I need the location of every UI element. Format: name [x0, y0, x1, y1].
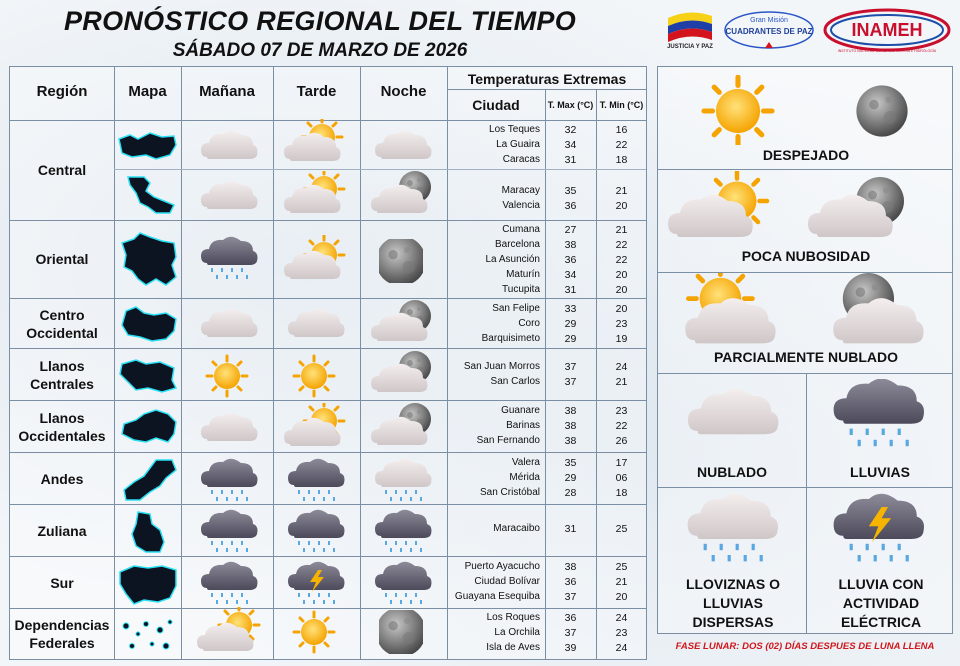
sur-tarde-lluvia-electrica-icon: [284, 560, 348, 608]
forecast-date: SÁBADO 07 DE MARZO DE 2026: [172, 40, 468, 61]
city-tmin: 24: [615, 361, 628, 373]
map-llanos-occidentales: [116, 406, 180, 448]
page-title: PRONÓSTICO REGIONAL DEL TIEMPO: [63, 6, 577, 36]
city-tmax: 37: [564, 627, 577, 639]
map-dependencias-federales: [116, 612, 180, 658]
city-tmin: 16: [615, 124, 628, 136]
city-tmax: 38: [564, 239, 577, 251]
map-sur: [116, 560, 180, 606]
map-andes: [116, 456, 180, 502]
city-tmax: 31: [564, 154, 577, 166]
co-manana-nublado-icon: [197, 303, 261, 347]
oriental-noche-despejado-icon: [379, 239, 423, 283]
region-llanos-centrales: Llanos Centrales: [30, 358, 94, 392]
city-tmax: 35: [564, 457, 577, 469]
city-tmax: 36: [564, 200, 577, 212]
city-name: Cumana: [502, 224, 540, 235]
map-zuliana: [116, 508, 180, 554]
city-tmin: 21: [615, 376, 628, 388]
city-tmax: 31: [564, 284, 577, 296]
city-tmax: 28: [564, 487, 577, 499]
svg-text:INSTITUTO NACIONAL DE METEOROL: INSTITUTO NACIONAL DE METEOROLOGÍA E HIDROLOGÍA: [837, 49, 937, 53]
legend-lluvias: LLUVIAS: [850, 464, 910, 480]
legend-parcial-sun-icon: [666, 273, 796, 351]
city-tmax: 27: [564, 224, 577, 236]
city-tmax: 37: [564, 376, 577, 388]
city-name: Guayana Esequiba: [454, 591, 540, 602]
city-name: San Felipe: [492, 303, 540, 314]
legend-nublado: NUBLADO: [697, 464, 767, 480]
city-tmin: 26: [615, 435, 628, 447]
city-tmax: 39: [564, 642, 577, 654]
co-noche-parcial-icon: [371, 300, 435, 346]
region-oriental: Oriental: [35, 251, 89, 267]
region-centro-occidental: Centro Occidental: [26, 307, 98, 341]
region-dependencias-federales: Dependencias Federales: [14, 617, 110, 651]
legend-lloviznas: LLOVIZNAS O LLUVIAS DISPERSAS: [685, 576, 781, 630]
city-tmax: 38: [564, 435, 577, 447]
city-name: San Juan Morros: [463, 361, 540, 372]
inameh-logo: [822, 8, 952, 56]
gran-mision-logo: [722, 8, 817, 56]
header-manana: Mañana: [199, 83, 255, 100]
city-tmax: 37: [564, 591, 577, 603]
co-tarde-nublado-icon: [284, 303, 348, 347]
city-tmax: 38: [564, 405, 577, 417]
city-name: Maracay: [501, 185, 540, 196]
map-oriental: [116, 229, 180, 291]
region-central: Central: [37, 162, 87, 178]
andes-noche-lloviznas-icon: [371, 457, 435, 505]
sur-noche-lluvias-icon: [371, 560, 435, 608]
lc-tarde-despejado-icon: [292, 354, 336, 398]
central-manana-nublado-icon-2: [197, 173, 261, 217]
legend-poca-sun-icon: [668, 171, 788, 247]
zuliana-manana-lloviznas-icon: [197, 508, 261, 556]
city-tmin: 24: [615, 642, 628, 654]
header-temperaturas: Temperaturas Extremas: [467, 71, 627, 87]
lo-noche-parcial-icon: [371, 403, 435, 451]
city-name: Barquisimeto: [481, 333, 540, 344]
city-tmin: 22: [615, 420, 628, 432]
city-tmin: 21: [615, 224, 628, 236]
city-name: Caracas: [502, 154, 540, 165]
header-region: Región: [36, 83, 88, 100]
region-andes: Andes: [40, 471, 84, 487]
city-name: Maracaibo: [493, 523, 540, 534]
legend-lluvias-icon: [824, 379, 934, 459]
city-name: Tucupita: [502, 284, 540, 295]
city-name: San Carlos: [490, 376, 540, 387]
region-sur: Sur: [50, 575, 74, 591]
forecast-table: [9, 66, 647, 660]
city-tmax: 33: [564, 303, 577, 315]
df-noche-despejado-icon: [379, 610, 423, 654]
legend-lluvia-electrica: LLUVIA CON ACTIVIDAD ELÉCTRICA: [838, 576, 924, 630]
city-tmax: 29: [564, 318, 577, 330]
city-name: Puerto Ayacucho: [464, 561, 540, 572]
city-tmin: 23: [615, 318, 628, 330]
city-tmax: 36: [564, 612, 577, 624]
df-manana-parcial-icon: [193, 607, 265, 659]
map-central-2: [116, 173, 180, 217]
city-name: Mérida: [509, 472, 540, 483]
city-tmin: 20: [615, 200, 628, 212]
city-tmin: 25: [615, 561, 628, 573]
zuliana-noche-lluvias-icon: [371, 508, 435, 556]
lo-manana-nublado-icon: [197, 407, 261, 451]
city-tmax: 29: [564, 333, 577, 345]
fase-lunar: FASE LUNAR: DOS (02) DÍAS DESPUES DE LUNA LLENA: [675, 641, 935, 652]
lc-manana-despejado-icon: [205, 354, 249, 398]
city-name: Los Roques: [486, 612, 540, 623]
city-tmax: 37: [564, 361, 577, 373]
city-tmax: 31: [564, 523, 577, 535]
city-tmax: 32: [564, 124, 577, 136]
city-tmin: 20: [615, 284, 628, 296]
city-tmin: 24: [615, 612, 628, 624]
city-tmin: 23: [615, 405, 628, 417]
header-ciudad: Ciudad: [472, 97, 520, 113]
header-tarde: Tarde: [296, 83, 337, 100]
city-name: La Asunción: [485, 254, 540, 265]
city-tmin: 21: [615, 185, 628, 197]
city-name: La Guaira: [496, 139, 540, 150]
city-name: Maturín: [506, 269, 540, 280]
svg-text:Gran Misión: Gran Misión: [750, 17, 788, 24]
andes-manana-lloviznas-icon: [197, 457, 261, 505]
city-name: Barcelona: [494, 239, 540, 250]
legend-parcialmente-nublado: PARCIALMENTE NUBLADO: [713, 349, 899, 365]
legend-parcial-moon-icon: [814, 273, 944, 351]
city-tmax: 35: [564, 185, 577, 197]
city-tmax: 38: [564, 561, 577, 573]
legend-sun-icon: [698, 75, 778, 145]
city-name: San Cristóbal: [479, 487, 540, 498]
city-tmax: 34: [564, 269, 577, 281]
city-tmax: 36: [564, 254, 577, 266]
city-name: Los Teques: [489, 124, 540, 135]
city-name: Valencia: [502, 200, 540, 211]
city-name: San Fernando: [476, 435, 540, 446]
region-zuliana: Zuliana: [37, 523, 87, 539]
svg-text:INAMEH: INAMEH: [851, 20, 923, 40]
legend-poca-nubosidad: POCA NUBOSIDAD: [741, 248, 871, 264]
oriental-manana-lluvias-icon: [197, 231, 261, 291]
header-mapa: Mapa: [128, 83, 167, 100]
city-tmax: 36: [564, 576, 577, 588]
city-tmin: 20: [615, 591, 628, 603]
justicia-paz-logo: JUSTICIA Y PAZ: [664, 8, 716, 56]
city-tmax: 29: [564, 472, 577, 484]
andes-tarde-lluvias-icon: [284, 457, 348, 505]
city-tmin: 20: [615, 303, 628, 315]
city-name: La Orchila: [494, 627, 540, 638]
city-name: Ciudad Bolívar: [474, 576, 540, 587]
city-tmin: 17: [615, 457, 628, 469]
df-tarde-despejado-icon: [292, 610, 336, 654]
city-name: Guanare: [501, 405, 540, 416]
region-llanos-occidentales: Llanos Occidentales: [18, 410, 106, 444]
header-tmax: T. Max (°C): [547, 100, 594, 110]
city-tmin: 21: [615, 576, 628, 588]
city-name: Coro: [518, 318, 540, 329]
city-name: Valera: [511, 457, 540, 468]
oriental-tarde-parcial-icon: [284, 235, 348, 287]
central-noche-nublado-icon: [371, 123, 435, 167]
map-centro-occidental: [116, 303, 180, 345]
central-manana-nublado-icon: [197, 123, 261, 167]
city-tmin: 23: [615, 627, 628, 639]
city-tmax: 38: [564, 420, 577, 432]
city-tmin: 22: [615, 139, 628, 151]
zuliana-tarde-lluvias-icon: [284, 508, 348, 556]
city-tmin: 22: [615, 254, 628, 266]
city-tmin: 18: [615, 487, 628, 499]
lo-tarde-parcial-icon: [284, 403, 348, 451]
legend-despejado: DESPEJADO: [762, 147, 850, 163]
city-tmin: 19: [615, 333, 628, 345]
city-tmin: 22: [615, 239, 628, 251]
city-name: Isla de Aves: [486, 642, 540, 653]
legend-poca-moon-icon: [808, 171, 928, 247]
map-central-1: [116, 127, 180, 163]
central-noche-parcial-icon: [371, 171, 435, 219]
city-tmin: 06: [615, 472, 628, 484]
legend-moon-icon: [842, 75, 922, 145]
legend-lloviznas-icon: [678, 491, 788, 575]
city-name: Barinas: [506, 420, 540, 431]
city-tmax: 34: [564, 139, 577, 151]
legend-panel: [657, 66, 953, 634]
central-tarde-parcial-icon-2: [284, 171, 348, 219]
legend-lluvia-electrica-icon: [824, 491, 934, 575]
sur-manana-lluvias-icon: [197, 560, 261, 608]
central-tarde-parcial-icon: [284, 119, 348, 167]
legend-nublado-icon: [680, 383, 786, 453]
header-noche: Noche: [380, 83, 427, 100]
svg-text:CUADRANTES DE PAZ: CUADRANTES DE PAZ: [725, 27, 813, 36]
lc-noche-parcial-icon: [371, 351, 435, 397]
map-llanos-centrales: [116, 354, 180, 396]
city-tmin: 20: [615, 269, 628, 281]
header-tmin: T. Min (°C): [599, 100, 644, 110]
city-tmin: 25: [615, 523, 628, 535]
city-tmin: 18: [615, 154, 628, 166]
